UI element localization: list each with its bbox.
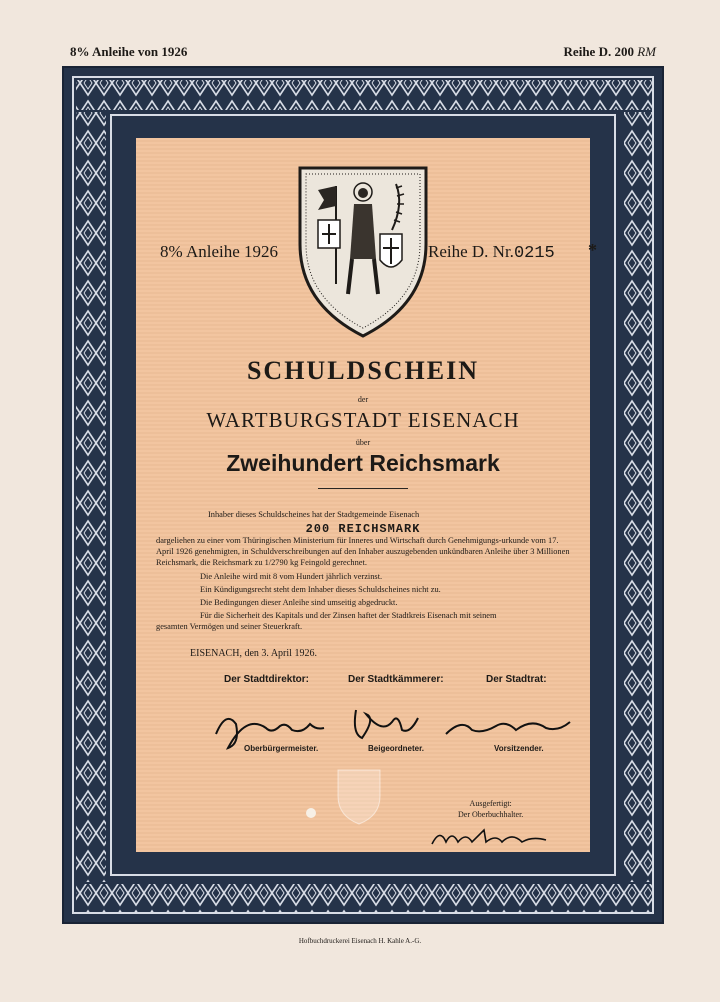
role-stadtrat: Der Stadtrat: bbox=[486, 674, 547, 685]
anleihe-label: 8% Anleihe 1926 bbox=[160, 242, 279, 261]
header-right-unit: RM bbox=[637, 44, 656, 59]
series-number bbox=[428, 242, 555, 263]
paragraph-loan-details: dargeliehen zu einer vom Thüringischen Ministerium für Inneres und Wirtschaft durch Genehmigungs-urkunde vom 17. April 1926 genehmigten, in Schuldverschreibungen auf den Inhaber auszugebenden unkündbaren Anleihe über 3 Millionen Reichsmark, die Reichsmark zu 1/2790 kg Feingold gerechnet. bbox=[156, 536, 570, 567]
series-prefix: Reihe D. Nr. bbox=[428, 242, 514, 261]
coat-of-arms bbox=[296, 164, 430, 343]
amount-figure: 200 REICHSMARK bbox=[305, 522, 421, 536]
paragraph-termination: Ein Kündigungsrecht steht dem Inhaber dieses Schuldscheines nicht zu. bbox=[200, 585, 441, 594]
amount-words: Zweihundert Reichsmark bbox=[226, 450, 500, 476]
paragraph-interest: Die Anleihe wird mit 8 vom Hundert jährlich verzinst. bbox=[200, 572, 383, 581]
ausgefertigt-label: Ausgefertigt: bbox=[469, 799, 512, 808]
certificate-border bbox=[62, 66, 664, 924]
city-name: WARTBURGSTADT EISENACH bbox=[206, 408, 520, 432]
certificate-paper bbox=[136, 138, 597, 852]
header-left: 8% Anleihe von 1926 bbox=[70, 44, 188, 59]
title-beigeordneter: Beigeordneter. bbox=[368, 744, 425, 753]
series-number-value: 0215 bbox=[513, 244, 555, 263]
oberbuchhalter-label: Der Oberbuchhalter. bbox=[458, 810, 524, 820]
coat-of-arms-icon bbox=[296, 164, 430, 338]
punch-hole bbox=[306, 808, 316, 818]
title-oberbuergermeister: Oberbürgermeister. bbox=[244, 744, 319, 753]
header-right-series: Reihe D. 200 bbox=[563, 44, 634, 59]
title-vorsitzender: Vorsitzender. bbox=[494, 744, 544, 753]
faint-watermark-shield bbox=[334, 766, 384, 826]
issue-date: EISENACH, den 3. April 1926. bbox=[190, 648, 317, 659]
star-mark: * bbox=[588, 240, 597, 260]
paragraph-holder: Inhaber dieses Schuldscheines hat der Stadtgemeinde Eisenach bbox=[208, 510, 420, 519]
oberbuchhalter-signature bbox=[426, 824, 566, 850]
paragraph-security: Für die Sicherheit des Kapitals und der Zinsen haftet der Stadtkreis Eisenach mit seinem bbox=[200, 611, 497, 620]
paragraph-conditions: Die Bedingungen dieser Anleihe sind umseitig abgedruckt. bbox=[200, 598, 398, 607]
printer-imprint: Hofbuchdruckerei Eisenach H. Kahle A.-G. bbox=[298, 937, 422, 945]
role-stadtdirektor: Der Stadtdirektor: bbox=[224, 674, 310, 685]
paragraph-security-cont: gesamten Vermögen und seiner Steuerkraft. bbox=[156, 622, 303, 631]
title-rule bbox=[318, 488, 408, 489]
ausgefertigt-block bbox=[458, 798, 523, 820]
uber-text: über bbox=[355, 438, 371, 447]
document-title: SCHULDSCHEIN bbox=[246, 356, 480, 385]
role-stadtkaemmerer: Der Stadtkämmerer: bbox=[348, 674, 444, 685]
der-text: der bbox=[357, 395, 369, 404]
header-right bbox=[564, 44, 656, 60]
